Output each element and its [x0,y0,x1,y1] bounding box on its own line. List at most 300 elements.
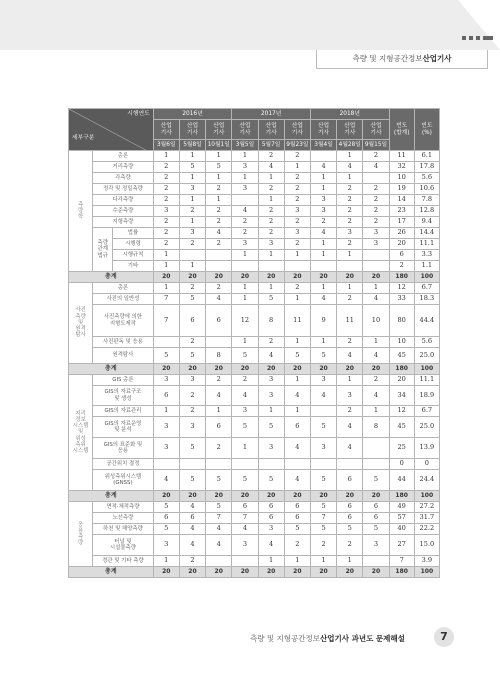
freq-count-cell: 80 [389,305,414,337]
count-cell: 1 [206,173,232,184]
table-row [69,184,440,195]
row-label: GIS의 표준화 및 응용 [93,438,153,459]
table-row [69,228,440,239]
header-detail-label: 세부구분 [72,135,95,142]
count-cell: 1 [179,173,205,184]
freq-pct-cell: 13.9 [414,438,439,459]
count-cell: 1 [179,217,205,228]
freq-pct-cell: 24.4 [414,470,439,491]
count-cell: 2 [258,151,284,162]
count-cell: 12 [232,305,258,337]
count-cell: 2 [258,337,284,348]
exam-frequency-table [68,108,440,578]
count-cell: 20 [258,272,284,283]
count-cell: 1 [179,261,205,272]
row-label: 지형측량 [93,217,153,228]
row-label: 수준측량 [93,206,153,217]
count-cell: 4 [310,386,336,406]
total-row [69,567,440,578]
count-cell: 7 [310,513,336,524]
count-cell: 1 [363,283,389,294]
count-cell: 2 [284,151,310,162]
count-cell: 2 [258,217,284,228]
count-cell [232,459,258,470]
count-cell: 1 [258,195,284,206]
count-cell: 20 [179,491,205,502]
row-label: 시행규칙 [113,250,153,261]
row-label: 각측량 [93,173,153,184]
table-row [69,386,440,406]
row-label: 총계 [69,272,154,283]
freq-pct-cell: 100 [414,364,439,375]
count-cell: 2 [337,337,363,348]
count-cell: 1 [206,195,232,206]
row-label: 총계 [69,364,154,375]
count-cell: 7 [153,305,179,337]
table-row [69,173,440,184]
count-cell: 1 [284,556,310,567]
date-2: 5월8일 [179,140,205,151]
count-cell: 1 [232,294,258,305]
table-row [69,459,440,470]
count-cell: 6 [284,502,310,513]
count-cell: 20 [179,567,205,578]
row-label: 총계 [69,567,154,578]
freq-count-cell: 2 [389,261,414,272]
freq-count-cell: 14 [389,195,414,206]
count-cell: 2 [337,184,363,195]
freq-count-cell: 57 [389,513,414,524]
count-cell: 1 [337,375,363,386]
freq-pct-cell: 9.4 [414,217,439,228]
count-cell: 20 [206,272,232,283]
count-cell: 3 [153,438,179,459]
count-cell: 20 [310,491,336,502]
table-row [69,283,440,294]
count-cell: 1 [179,195,205,206]
date-4: 3월5일 [232,140,258,151]
count-cell: 1 [232,173,258,184]
count-cell: 3 [337,228,363,239]
freq-count-cell: 44 [389,470,414,491]
count-cell: 20 [310,567,336,578]
count-cell: 3 [179,375,205,386]
count-cell: 2 [206,239,232,250]
count-cell: 3 [232,406,258,417]
count-cell: 5 [284,524,310,535]
count-cell: 3 [310,375,336,386]
row-label: 다각측량 [93,195,153,206]
count-cell: 5 [179,438,205,459]
count-cell [232,556,258,567]
count-cell: 1 [284,294,310,305]
freq-pct-cell: 44.4 [414,305,439,337]
group-survey-law: 측량 관계 법규 [93,228,113,272]
count-cell: 11 [337,305,363,337]
count-cell: 2 [363,375,389,386]
count-cell: 2 [179,337,205,348]
table-row [69,206,440,217]
freq-count-cell: 23 [389,206,414,217]
count-cell: 4 [258,348,284,364]
count-cell: 1 [153,406,179,417]
date-7: 3월4일 [310,140,336,151]
count-cell: 1 [153,151,179,162]
kind-1: 산업 기사 [153,120,179,140]
freq-pct-cell: 1.1 [414,261,439,272]
count-cell [337,261,363,272]
row-label: 거리측량 [93,162,153,173]
row-label: 기타 [113,261,153,272]
count-cell: 9 [310,305,336,337]
count-cell [363,261,389,272]
count-cell: 2 [153,173,179,184]
row-label: 원격탐사 [93,348,153,364]
freq-pct-cell: 10.6 [414,184,439,195]
count-cell: 2 [206,283,232,294]
count-cell: 20 [337,567,363,578]
count-cell: 6 [258,513,284,524]
count-cell: 3 [232,239,258,250]
count-cell: 4 [258,162,284,173]
row-label: 사진의 일반성 [93,294,153,305]
count-cell: 3 [153,417,179,438]
count-cell: 8 [258,305,284,337]
count-cell: 4 [179,524,205,535]
count-cell: 1 [153,261,179,272]
count-cell: 2 [310,535,336,556]
row-label: 사진측량에 의한 지형도제작 [93,305,153,337]
count-cell: 5 [310,417,336,438]
count-cell: 3 [258,386,284,406]
count-cell: 5 [232,417,258,438]
count-cell: 2 [153,184,179,195]
count-cell [363,459,389,470]
count-cell: 7 [153,294,179,305]
freq-pct-cell: 12.8 [414,206,439,217]
count-cell: 2 [258,184,284,195]
freq-pct-cell: 100 [414,272,439,283]
freq-count-cell: 10 [389,173,414,184]
count-cell: 3 [258,375,284,386]
count-cell: 4 [179,502,205,513]
table-row [69,239,440,250]
count-cell: 2 [337,239,363,250]
count-cell: 3 [258,239,284,250]
freq-count-cell: 40 [389,524,414,535]
count-cell [284,261,310,272]
count-cell: 1 [284,406,310,417]
date-9: 9월15일 [363,140,389,151]
count-cell: 2 [206,217,232,228]
count-cell: 1 [310,283,336,294]
count-cell: 2 [179,283,205,294]
count-cell: 1 [337,250,363,261]
table-row [69,524,440,535]
count-cell: 3 [258,438,284,459]
count-cell: 2 [284,283,310,294]
row-label: 정각 및 정밀측량 [93,184,153,195]
count-cell: 2 [179,386,205,406]
freq-pct-cell: 31.7 [414,513,439,524]
count-cell: 2 [258,228,284,239]
count-cell: 4 [284,470,310,491]
table-row [69,535,440,556]
header-exam-label: 시행연도 [127,111,150,117]
table-row [69,250,440,261]
count-cell [206,459,232,470]
count-cell: 20 [153,364,179,375]
top-band [0,0,500,50]
count-cell: 2 [337,195,363,206]
table-row [69,151,440,162]
freq-count-cell: 20 [389,375,414,386]
count-cell: 3 [310,195,336,206]
freq-pct-cell: 100 [414,567,439,578]
table-row [69,294,440,305]
count-cell: 1 [153,283,179,294]
row-label: 사진판독 및 응용 [93,337,153,348]
total-row [69,364,440,375]
count-cell [310,406,336,417]
count-cell: 2 [153,239,179,250]
count-cell: 6 [337,513,363,524]
freq-count-cell: 49 [389,502,414,513]
count-cell: 1 [258,406,284,417]
freq-pct-cell: 18.9 [414,386,439,406]
count-cell: 20 [363,567,389,578]
freq-count-cell: 26 [389,228,414,239]
count-cell: 20 [258,491,284,502]
count-cell: 20 [284,491,310,502]
table-row [69,406,440,417]
count-cell: 2 [337,294,363,305]
table-row [69,305,440,337]
freq-count-cell: 180 [389,272,414,283]
total-row [69,272,440,283]
count-cell: 20 [337,364,363,375]
count-cell: 5 [363,524,389,535]
count-cell: 4 [337,348,363,364]
count-cell: 2 [363,195,389,206]
freq-pct-cell: 6.7 [414,283,439,294]
count-cell: 20 [153,491,179,502]
count-cell: 20 [337,272,363,283]
count-cell: 2 [153,162,179,173]
count-cell: 5 [179,294,205,305]
count-cell: 1 [337,556,363,567]
count-cell: 4 [258,535,284,556]
count-cell: 2 [337,406,363,417]
count-cell: 2 [363,217,389,228]
freq-pct-header: 빈도 (%) [414,109,439,151]
count-cell: 1 [310,184,336,195]
table-row [69,502,440,513]
freq-pct-cell: 0 [414,459,439,470]
freq-count-cell: 12 [389,283,414,294]
count-cell: 1 [337,151,363,162]
count-cell: 1 [232,337,258,348]
count-cell: 1 [232,438,258,459]
table-row [69,217,440,228]
freq-count-cell: 10 [389,337,414,348]
freq-pct-cell: 6.1 [414,151,439,162]
count-cell [179,250,205,261]
freq-pct-cell: 3.9 [414,556,439,567]
count-cell: 2 [153,217,179,228]
table-row [69,470,440,491]
count-cell: 4 [363,294,389,305]
count-cell: 20 [232,272,258,283]
kind-7: 산업 기사 [310,120,336,140]
table-row [69,337,440,348]
count-cell: 7 [232,513,258,524]
count-cell: 3 [153,206,179,217]
header-diagonal [69,109,153,151]
date-8: 4월28일 [337,140,363,151]
count-cell: 5 [363,470,389,491]
freq-count-cell: 34 [389,386,414,406]
freq-count-cell: 180 [389,364,414,375]
row-label: 총론 [93,283,153,294]
count-cell: 5 [232,348,258,364]
count-cell: 20 [310,272,336,283]
count-cell: 4 [363,162,389,173]
count-cell: 5 [310,348,336,364]
year-2017: 2017년 [232,109,311,120]
freq-count-cell: 6 [389,250,414,261]
count-cell: 20 [258,567,284,578]
count-cell [206,250,232,261]
kind-9: 산업 기사 [363,120,389,140]
running-header: 측량 및 지형공간정보산업기사 [316,50,488,69]
count-cell: 4 [179,535,205,556]
row-label: 노선측량 [93,513,153,524]
count-cell: 2 [232,228,258,239]
count-cell: 4 [232,386,258,406]
count-cell: 2 [179,406,205,417]
freq-pct-cell: 25.0 [414,417,439,438]
count-cell: 1 [258,283,284,294]
count-cell: 1 [232,151,258,162]
count-cell [363,250,389,261]
count-cell: 6 [258,502,284,513]
count-cell: 20 [337,491,363,502]
count-cell: 6 [179,513,205,524]
count-cell: 1 [284,337,310,348]
table-row [69,375,440,386]
count-cell: 3 [153,535,179,556]
row-label: GIS의 자료운영 및 분석 [93,417,153,438]
date-6: 9월23일 [284,140,310,151]
count-cell: 1 [258,556,284,567]
count-cell: 4 [232,524,258,535]
freq-count-cell: 32 [389,162,414,173]
count-cell: 2 [284,535,310,556]
count-cell: 1 [206,406,232,417]
count-cell: 3 [363,239,389,250]
count-cell: 1 [153,556,179,567]
freq-count-cell: 45 [389,348,414,364]
count-cell: 3 [179,228,205,239]
count-cell: 5 [153,502,179,513]
count-cell: 2 [284,173,310,184]
count-cell [153,459,179,470]
count-cell [310,261,336,272]
table-row [69,438,440,459]
count-cell: 1 [232,283,258,294]
count-cell [179,459,205,470]
count-cell: 2 [206,206,232,217]
count-cell: 3 [284,228,310,239]
freq-pct-cell: 25.0 [414,348,439,364]
count-cell: 3 [337,386,363,406]
count-cell: 2 [153,195,179,206]
freq-count-cell: 17 [389,217,414,228]
count-cell: 6 [179,305,205,337]
count-cell: 4 [284,438,310,459]
count-cell [363,556,389,567]
count-cell: 2 [363,184,389,195]
count-cell: 1 [310,556,336,567]
count-cell: 4 [206,524,232,535]
header-corner [69,109,154,151]
count-cell [206,261,232,272]
count-cell: 1 [258,250,284,261]
count-cell [310,459,336,470]
count-cell: 6 [206,417,232,438]
freq-pct-cell: 15.0 [414,535,439,556]
count-cell: 2 [232,217,258,228]
count-cell: 5 [232,470,258,491]
freq-pct-cell: 11.1 [414,375,439,386]
count-cell: 3 [232,535,258,556]
corner-cut [458,0,500,50]
count-cell: 2 [363,151,389,162]
row-label: 시행령 [113,239,153,250]
running-footer: 측량 및 지형공간정보산업기사 과년도 문제해설 [250,634,405,643]
table-row [69,348,440,364]
count-cell: 8 [363,417,389,438]
freq-count-cell: 180 [389,567,414,578]
count-cell: 2 [363,206,389,217]
count-cell: 2 [258,206,284,217]
count-cell: 7 [206,513,232,524]
count-cell: 8 [206,348,232,364]
count-cell [206,337,232,348]
count-cell: 1 [310,239,336,250]
count-cell: 5 [310,524,336,535]
count-cell: 4 [284,386,310,406]
count-cell: 2 [179,556,205,567]
kind-8: 산업 기사 [337,120,363,140]
year-2016: 2016년 [153,109,232,120]
count-cell: 3 [310,438,336,459]
count-cell: 5 [206,502,232,513]
count-cell: 5 [284,348,310,364]
freq-count-cell: 11 [389,151,414,162]
count-cell: 6 [206,305,232,337]
count-cell: 20 [179,364,205,375]
group-gis: 지리 정보 시스템 및 위성 측위 시스템 [69,375,93,491]
count-cell: 4 [337,417,363,438]
count-cell: 2 [284,184,310,195]
count-cell: 6 [363,502,389,513]
count-cell: 4 [310,228,336,239]
count-cell: 4 [363,348,389,364]
row-label: 총론 [93,151,153,162]
count-cell: 1 [310,337,336,348]
